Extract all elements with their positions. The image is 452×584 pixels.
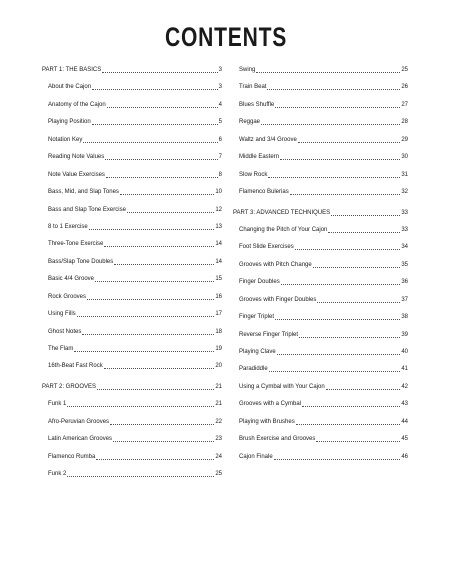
- toc-entry-label: Note Value Exercises: [48, 171, 105, 178]
- toc-entry-label: PART 1: THE BASICS: [42, 67, 102, 73]
- toc-page-number: 3: [218, 84, 222, 91]
- dot-leader: [281, 278, 401, 285]
- dot-leader: [274, 453, 401, 460]
- toc-entry-label: Bass/Slap Tone Doubles: [48, 258, 114, 265]
- toc-page-number: 45: [401, 436, 408, 443]
- toc-entry-label: Playing Clave: [239, 349, 276, 355]
- toc-entry-label: Playing Position: [48, 119, 91, 126]
- toc-entry-label: Reverse Finger Triplet: [239, 331, 299, 338]
- toc-entry-label: Middle Eastern: [239, 154, 280, 161]
- toc-entry-label: Latin American Grooves: [48, 436, 113, 443]
- toc-entry-label: Train Beat: [239, 84, 267, 91]
- toc-page-number: 27: [401, 101, 408, 108]
- toc-entry[interactable]: [233, 296, 408, 313]
- toc-page-number: 20: [215, 363, 222, 370]
- dot-leader: [105, 153, 217, 160]
- toc-entry-label: Anatomy of the Cajon: [48, 101, 106, 108]
- toc-page-number: 25: [401, 67, 408, 73]
- toc-entry[interactable]: [233, 66, 408, 83]
- toc-entry[interactable]: [42, 118, 222, 135]
- toc-entry[interactable]: [42, 223, 222, 240]
- dot-leader: [275, 313, 400, 320]
- toc-part-heading[interactable]: [42, 383, 222, 400]
- dot-leader: [313, 261, 401, 268]
- dot-leader: [104, 240, 214, 247]
- toc-page-number: 35: [401, 261, 408, 268]
- dot-leader: [268, 171, 400, 178]
- toc-entry-label: Playing with Brushes: [239, 418, 295, 425]
- dot-leader: [96, 453, 214, 460]
- toc-entry-label: Foot Slide Exercises: [239, 244, 294, 251]
- toc-entry[interactable]: [233, 101, 408, 118]
- toc-entry-label: Grooves with a Cymbal: [239, 401, 302, 408]
- toc-page-number: 10: [215, 189, 222, 196]
- toc-entry[interactable]: [42, 136, 222, 153]
- toc-page-number: 42: [401, 383, 408, 390]
- toc-entry[interactable]: [42, 171, 222, 188]
- dot-leader: [290, 188, 401, 195]
- toc-page-number: 29: [401, 136, 408, 143]
- toc-entry[interactable]: [233, 188, 408, 205]
- dot-leader: [267, 83, 400, 90]
- toc-entry[interactable]: [42, 258, 222, 275]
- toc-page-number: 37: [401, 296, 408, 303]
- toc-page-number: 6: [218, 136, 222, 143]
- toc-page-number: 31: [401, 171, 408, 178]
- toc-entry-label: Notation Key: [48, 136, 83, 143]
- toc-entry-label: Basic 4/4 Groove: [48, 276, 95, 283]
- toc-entry-label: 16th-Beat Fast Rock: [48, 363, 103, 370]
- toc-entry[interactable]: [42, 400, 222, 417]
- toc-page-number: 41: [401, 366, 408, 373]
- dot-leader: [256, 66, 400, 73]
- dot-leader: [107, 101, 218, 108]
- toc-page-number: 3: [218, 67, 222, 73]
- dot-leader: [77, 310, 215, 317]
- dot-leader: [280, 153, 400, 160]
- toc-entry[interactable]: [42, 83, 222, 100]
- dot-leader: [87, 293, 214, 300]
- toc-entry-label: Swing: [239, 67, 256, 73]
- toc-page-number: 21: [215, 383, 222, 390]
- toc-entry[interactable]: [42, 362, 222, 379]
- dot-leader: [120, 188, 214, 195]
- toc-entry-label: Afro-Peruvian Grooves: [48, 418, 110, 425]
- toc-entry-label: Using Fills: [48, 311, 76, 318]
- dot-leader: [299, 331, 400, 338]
- dot-leader: [127, 206, 214, 213]
- toc-page-number: 33: [401, 226, 408, 233]
- toc-entry[interactable]: [233, 118, 408, 135]
- toc-page-number: 13: [215, 223, 222, 230]
- toc-entry[interactable]: [233, 83, 408, 100]
- dot-leader: [328, 226, 400, 233]
- toc-entry-label: Grooves with Pitch Change: [239, 261, 312, 268]
- toc-entry-label: The Flam: [48, 346, 74, 352]
- toc-entry-label: Funk 2: [48, 471, 67, 478]
- toc-entry[interactable]: [42, 418, 222, 435]
- toc-entry-label: Funk 1: [48, 401, 67, 408]
- toc-entry[interactable]: [42, 435, 222, 452]
- toc-entry-label: Bass, Mid, and Slap Tones: [48, 189, 119, 196]
- toc-entry-label: Bass and Slap Tone Exercise: [48, 206, 126, 213]
- dot-leader: [295, 243, 401, 250]
- toc-page-number: 38: [401, 314, 408, 321]
- toc-entry[interactable]: [233, 348, 408, 365]
- toc-entry[interactable]: [42, 275, 222, 292]
- dot-leader: [83, 136, 217, 143]
- toc-page-number: 7: [218, 154, 222, 161]
- toc-page-number: 14: [215, 241, 222, 248]
- toc-entry[interactable]: [42, 293, 222, 310]
- dot-leader: [110, 418, 214, 425]
- toc-entry-label: Flamenco Rumba: [48, 453, 96, 460]
- toc-page-number: 15: [215, 276, 222, 283]
- toc-page-number: 14: [215, 258, 222, 265]
- toc-page-number: 8: [218, 171, 222, 178]
- toc-entry-label: Grooves with Finger Doubles: [239, 296, 317, 303]
- toc-entry-label: Rock Grooves: [48, 293, 87, 300]
- dot-leader: [113, 435, 214, 442]
- toc-page-number: 26: [401, 84, 408, 91]
- toc-entry[interactable]: [233, 171, 408, 188]
- toc-entry[interactable]: [42, 310, 222, 327]
- dot-leader: [82, 328, 214, 335]
- toc-page-number: 23: [215, 436, 222, 443]
- dot-leader: [316, 435, 400, 442]
- toc-entry[interactable]: [233, 313, 408, 330]
- dot-leader: [67, 470, 214, 477]
- toc-entry-label: 8 to 1 Exercise: [48, 223, 88, 230]
- toc-part-heading[interactable]: [233, 209, 408, 226]
- toc-entry-label: About the Cajon: [48, 84, 92, 91]
- toc-entry-label: Using a Cymbal with Your Cajon: [239, 383, 325, 390]
- toc-entry[interactable]: [233, 261, 408, 278]
- dot-leader: [92, 118, 218, 125]
- toc-page-number: 4: [218, 101, 222, 108]
- toc-left-column: [42, 66, 222, 488]
- toc-entry[interactable]: [42, 240, 222, 257]
- toc-entry[interactable]: [42, 345, 222, 362]
- toc-page-number: 34: [401, 244, 408, 251]
- dot-leader: [275, 101, 400, 108]
- dot-leader: [302, 400, 400, 407]
- toc-page-number: 22: [215, 418, 222, 425]
- dot-leader: [269, 365, 401, 372]
- toc-page-number: 33: [401, 209, 408, 216]
- toc-entry-label: Blues Shuffle: [239, 101, 275, 108]
- toc-entry[interactable]: [42, 453, 222, 470]
- toc-page-number: 18: [215, 328, 222, 335]
- toc-entry[interactable]: [233, 136, 408, 153]
- toc-page-number: 28: [401, 119, 408, 126]
- dot-leader: [97, 383, 214, 390]
- toc-page-number: 36: [401, 279, 408, 286]
- toc-page-number: 43: [401, 401, 408, 408]
- dot-leader: [317, 296, 400, 303]
- toc-entry[interactable]: [233, 418, 408, 435]
- toc-entry[interactable]: [233, 400, 408, 417]
- toc-entry[interactable]: [233, 278, 408, 295]
- toc-entry-label: Finger Doubles: [239, 279, 280, 286]
- toc-entry-label: Finger Triplet: [239, 314, 275, 321]
- toc-entry-label: Brush Exercise and Grooves: [239, 436, 316, 443]
- toc-entry-label: Reggae: [239, 119, 261, 126]
- toc-entry[interactable]: [233, 153, 408, 170]
- toc-page-number: 40: [401, 349, 408, 355]
- toc-page-number: 44: [401, 418, 408, 425]
- toc-right-column: [233, 66, 408, 470]
- toc-entry[interactable]: [233, 243, 408, 260]
- page-title: CONTENTS: [164, 22, 288, 52]
- dot-leader: [298, 136, 401, 143]
- dot-leader: [331, 209, 400, 216]
- toc-entry[interactable]: [233, 226, 408, 243]
- toc-page-number: 16: [215, 293, 222, 300]
- toc-entry-label: PART 3: ADVANCED TECHNIQUES: [233, 209, 331, 216]
- toc-page-number: 25: [215, 471, 222, 478]
- toc-entry-label: Flamenco Bulerias: [239, 189, 289, 196]
- toc-entry-label: PART 2: GROOVES: [42, 383, 97, 390]
- toc-entry[interactable]: [42, 153, 222, 170]
- toc-entry[interactable]: [233, 331, 408, 348]
- dot-leader: [326, 383, 401, 390]
- dot-leader: [296, 418, 401, 425]
- toc-entry-label: Changing the Pitch of Your Cajon: [239, 226, 328, 233]
- toc-page-number: 12: [215, 206, 222, 213]
- toc-entry[interactable]: [233, 453, 408, 470]
- toc-entry[interactable]: [233, 435, 408, 452]
- dot-leader: [67, 400, 214, 407]
- toc-entry-label: Paradiddle: [239, 366, 268, 373]
- toc-entry-label: Three-Tone Exercise: [48, 241, 104, 248]
- toc-entry-label: Cajon Finale: [239, 453, 273, 460]
- toc-part-heading[interactable]: [42, 66, 222, 83]
- dot-leader: [95, 275, 214, 282]
- toc-entry[interactable]: [233, 383, 408, 400]
- toc-entry[interactable]: [42, 470, 222, 487]
- toc-page-number: 19: [215, 346, 222, 352]
- toc-page-number: 21: [215, 401, 222, 408]
- dot-leader: [89, 223, 215, 230]
- dot-leader: [102, 66, 217, 73]
- toc-page-number: 32: [401, 189, 408, 196]
- dot-leader: [114, 258, 214, 265]
- dot-leader: [277, 348, 401, 355]
- dot-leader: [74, 345, 214, 352]
- toc-page-number: 30: [401, 154, 408, 161]
- toc-page-number: 17: [215, 311, 222, 318]
- toc-entry-label: Slow Rock: [239, 171, 268, 178]
- toc-entry[interactable]: [42, 101, 222, 118]
- dot-leader: [104, 362, 215, 369]
- toc-entry-label: Ghost Notes: [48, 328, 82, 335]
- toc-entry[interactable]: [42, 206, 222, 223]
- dot-leader: [92, 83, 218, 90]
- toc-entry[interactable]: [42, 188, 222, 205]
- toc-page-number: 46: [401, 453, 408, 460]
- toc-entry[interactable]: [42, 328, 222, 345]
- toc-entry-label: Reading Note Values: [48, 154, 105, 161]
- toc-page-number: 5: [218, 119, 222, 126]
- dot-leader: [261, 118, 400, 125]
- toc-entry[interactable]: [233, 365, 408, 382]
- toc-entry-label: Waltz and 3/4 Groove: [239, 136, 297, 143]
- toc-page-number: 24: [215, 453, 222, 460]
- dot-leader: [106, 171, 218, 178]
- toc-page-number: 39: [401, 331, 408, 338]
